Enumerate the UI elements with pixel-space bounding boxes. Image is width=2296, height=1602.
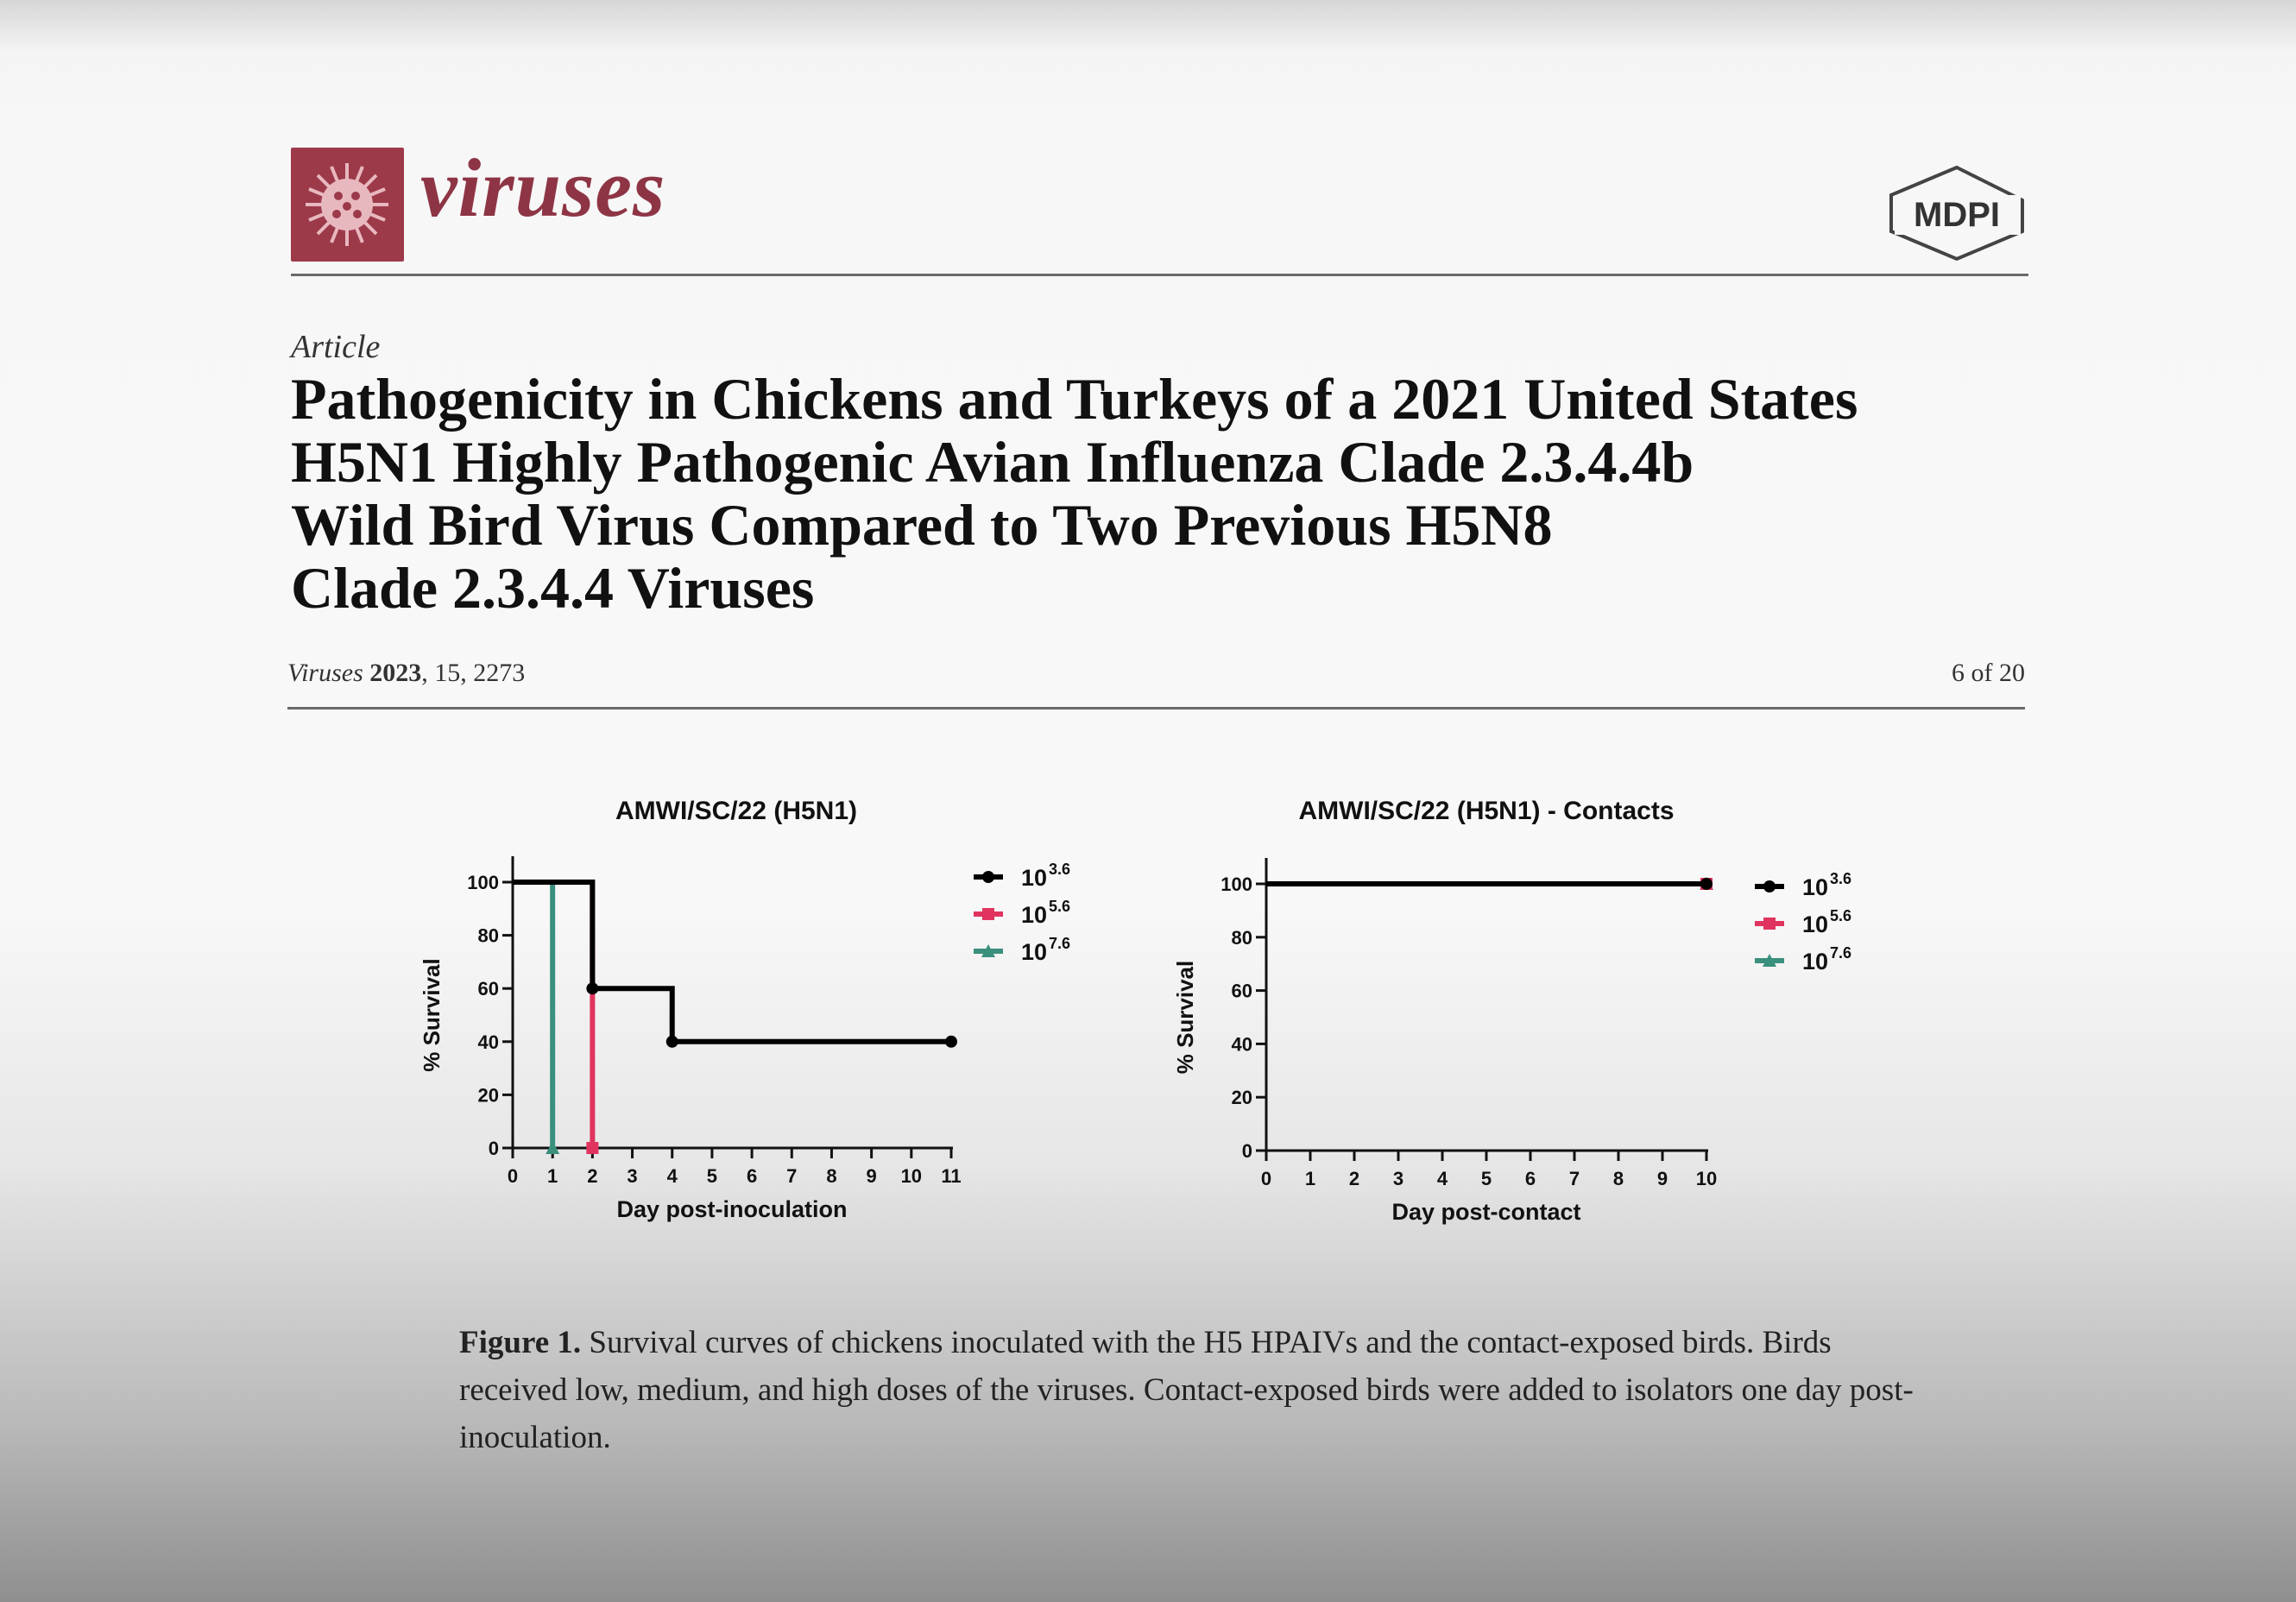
legend-marker (982, 871, 994, 883)
x-tick-label: 2 (587, 1165, 598, 1187)
legend-label: 10 (1802, 911, 1829, 937)
y-tick-label: 20 (1231, 1087, 1252, 1109)
y-tick-label: 100 (467, 872, 499, 893)
legend-item (974, 935, 1070, 965)
x-tick-label: 8 (1612, 1168, 1624, 1189)
x-tick-label: 10 (1695, 1168, 1718, 1189)
x-tick-label: 9 (1656, 1168, 1668, 1189)
x-tick-label: 10 (900, 1165, 923, 1187)
data-point (1700, 878, 1713, 890)
x-tick-label: 4 (1436, 1168, 1448, 1189)
title-line-1: Pathogenicity in Chickens and Turkeys of a 2021 United States (291, 366, 1858, 432)
journal-name: viruses (420, 142, 666, 234)
x-tick-label: 9 (866, 1165, 877, 1187)
y-tick-label: 40 (1231, 1033, 1252, 1056)
x-tick-label: 3 (1392, 1168, 1404, 1189)
legend-exponent: 5.6 (1049, 898, 1071, 915)
x-tick-label: 5 (1480, 1168, 1492, 1189)
chart-2 (1172, 797, 1851, 1225)
chart-1 (419, 797, 1070, 1222)
legend-item (1755, 870, 1851, 900)
x-tick-label: 3 (627, 1165, 638, 1187)
x-tick-label: 1 (547, 1165, 558, 1187)
x-tick-label: 6 (746, 1165, 758, 1187)
y-tick-label: 40 (477, 1031, 499, 1053)
title-line-4: Clade 2.3.4.4 Viruses (291, 555, 815, 621)
x-tick-label: 11 (941, 1165, 962, 1187)
series-line (513, 882, 552, 1148)
title-line-2: H5N1 Highly Pathogenic Avian Influenza Clade 2.3.4.4b (291, 429, 1694, 495)
legend-exponent: 3.6 (1049, 861, 1071, 878)
legend-exponent: 7.6 (1830, 944, 1852, 962)
legend-exponent: 3.6 (1830, 870, 1852, 887)
data-point (666, 1036, 678, 1048)
data-point (586, 1142, 598, 1154)
x-axis-label: Day post-contact (1391, 1199, 1581, 1225)
x-tick-label: 8 (826, 1165, 837, 1187)
citation-year: 2023 (369, 659, 422, 687)
x-tick-label: 7 (1568, 1168, 1580, 1189)
citation-volume: , 15, 2273 (421, 659, 526, 687)
y-tick-label: 0 (488, 1138, 499, 1159)
legend-exponent: 7.6 (1049, 935, 1071, 952)
y-tick-label: 100 (1221, 874, 1252, 895)
caption-label: Figure 1. (459, 1325, 582, 1360)
data-point (586, 982, 598, 994)
legend-exponent: 5.6 (1830, 907, 1852, 924)
legend-label: 10 (1021, 865, 1048, 891)
legend-label: 10 (1021, 939, 1048, 965)
citation-journal: Viruses (287, 659, 363, 687)
chart-title: AMWI/SC/22 (H5N1) (615, 797, 858, 825)
title-line-3: Wild Bird Virus Compared to Two Previous H5N8 (291, 492, 1553, 558)
x-tick-label: 1 (1304, 1168, 1316, 1189)
y-tick-label: 20 (477, 1084, 499, 1107)
page-number: 6 of 20 (1952, 659, 2025, 687)
y-axis-label: % Survival (1172, 960, 1198, 1075)
figure-caption (459, 1319, 1927, 1461)
x-tick-label: 0 (507, 1165, 519, 1187)
data-point (945, 1036, 957, 1048)
legend-label: 10 (1802, 949, 1829, 974)
caption-text: Survival curves of chickens inoculated with the H5 HPAIVs and the contact-exposed birds. Birds received low, medium, and high doses of the viruses. Contact-exposed birds were added to isolators one day post-inoculation. (459, 1325, 1914, 1455)
x-tick-label: 4 (666, 1165, 678, 1187)
x-tick-label: 0 (1260, 1168, 1272, 1189)
x-tick-label: 7 (786, 1165, 798, 1187)
publisher-name: MDPI (1914, 196, 2000, 234)
y-tick-label: 80 (477, 924, 499, 947)
y-tick-label: 0 (1241, 1140, 1252, 1162)
legend-marker (1763, 918, 1776, 930)
y-tick-label: 60 (1231, 980, 1252, 1002)
legend-label: 10 (1021, 902, 1048, 928)
series-line (513, 882, 951, 1042)
chart-title: AMWI/SC/22 (H5N1) - Contacts (1298, 797, 1675, 825)
x-axis-label: Day post-inoculation (616, 1196, 848, 1222)
legend-item (974, 861, 1070, 891)
legend-label: 10 (1802, 874, 1829, 900)
y-tick-label: 80 (1231, 926, 1252, 949)
legend-item (1755, 944, 1851, 974)
y-axis-label: % Survival (419, 958, 445, 1072)
x-tick-label: 5 (706, 1165, 718, 1187)
legend-marker (1763, 880, 1776, 892)
x-tick-label: 2 (1348, 1168, 1360, 1189)
legend-item (974, 898, 1070, 928)
x-tick-label: 6 (1524, 1168, 1536, 1189)
legend-marker (982, 908, 994, 920)
y-tick-label: 60 (477, 978, 499, 1000)
legend-item (1755, 907, 1851, 937)
article-type-label: Article (291, 329, 381, 365)
